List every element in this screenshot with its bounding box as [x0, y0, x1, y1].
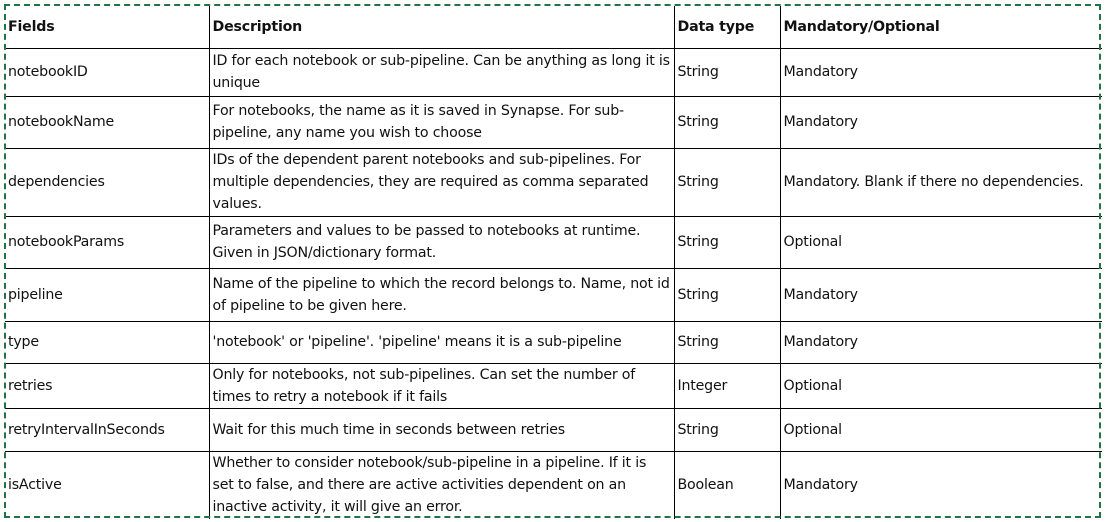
table-row [5, 96, 1102, 148]
cell-data-type[interactable]: String [674, 96, 780, 148]
cell-requirement[interactable]: Mandatory [780, 48, 1102, 96]
cell-requirement[interactable]: Mandatory [780, 321, 1102, 363]
cell-description[interactable]: Name of the pipeline to which the record belongs to. Name, not id of pipeline to be given here. [209, 268, 674, 321]
cell-description[interactable]: IDs of the dependent parent notebooks and sub-pipelines. For multiple dependencies, they are required as comma separated values. [209, 148, 674, 216]
cell-requirement[interactable]: Optional [780, 216, 1102, 268]
cell-requirement[interactable]: Optional [780, 408, 1102, 451]
cell-requirement[interactable]: Mandatory [780, 268, 1102, 321]
table-row [5, 408, 1102, 451]
cell-description[interactable]: Parameters and values to be passed to notebooks at runtime. Given in JSON/dictionary format. [209, 216, 674, 268]
cell-description[interactable]: ID for each notebook or sub-pipeline. Can be anything as long it is unique [209, 48, 674, 96]
cell-data-type[interactable]: String [674, 408, 780, 451]
cell-data-type[interactable]: String [674, 321, 780, 363]
cell-data-type[interactable]: String [674, 216, 780, 268]
cell-requirement[interactable]: Mandatory. Blank if there no dependencies. [780, 148, 1102, 216]
cell-data-type[interactable]: String [674, 48, 780, 96]
header-fields[interactable]: Fields [5, 6, 209, 48]
cell-field[interactable]: notebookName [5, 96, 209, 148]
table-row [5, 451, 1102, 519]
table-row [5, 268, 1102, 321]
table-row [5, 48, 1102, 96]
header-description[interactable]: Description [209, 6, 674, 48]
cell-data-type[interactable]: Boolean [674, 451, 780, 519]
cell-description[interactable]: 'notebook' or 'pipeline'. 'pipeline' means it is a sub-pipeline [209, 321, 674, 363]
header-mandatory-optional[interactable]: Mandatory/Optional [780, 6, 1102, 48]
cell-field[interactable]: retries [5, 363, 209, 408]
cell-description[interactable]: Only for notebooks, not sub-pipelines. Can set the number of times to retry a notebook if it fails [209, 363, 674, 408]
table-row [5, 216, 1102, 268]
header-row [5, 6, 1102, 48]
cell-requirement[interactable]: Mandatory [780, 96, 1102, 148]
table-row [5, 148, 1102, 216]
cell-description[interactable]: For notebooks, the name as it is saved in Synapse. For sub-pipeline, any name you wish to choose [209, 96, 674, 148]
cell-requirement[interactable]: Optional [780, 363, 1102, 408]
cell-data-type[interactable]: String [674, 148, 780, 216]
cell-field[interactable]: pipeline [5, 268, 209, 321]
cell-field[interactable]: type [5, 321, 209, 363]
cell-description[interactable]: Wait for this much time in seconds between retries [209, 408, 674, 451]
cell-data-type[interactable]: Integer [674, 363, 780, 408]
table-row [5, 363, 1102, 408]
cell-requirement[interactable]: Mandatory [780, 451, 1102, 519]
cell-field[interactable]: notebookID [5, 48, 209, 96]
cell-field[interactable]: dependencies [5, 148, 209, 216]
cell-field[interactable]: retryIntervalInSeconds [5, 408, 209, 451]
cell-description[interactable]: Whether to consider notebook/sub-pipeline in a pipeline. If it is set to false, and there are active activities dependent on an inactive activity, it will give an error. [209, 451, 674, 519]
fields-table [5, 6, 1102, 519]
cell-data-type[interactable]: String [674, 268, 780, 321]
header-data-type[interactable]: Data type [674, 6, 780, 48]
table-row [5, 321, 1102, 363]
cell-field[interactable]: isActive [5, 451, 209, 519]
cell-field[interactable]: notebookParams [5, 216, 209, 268]
